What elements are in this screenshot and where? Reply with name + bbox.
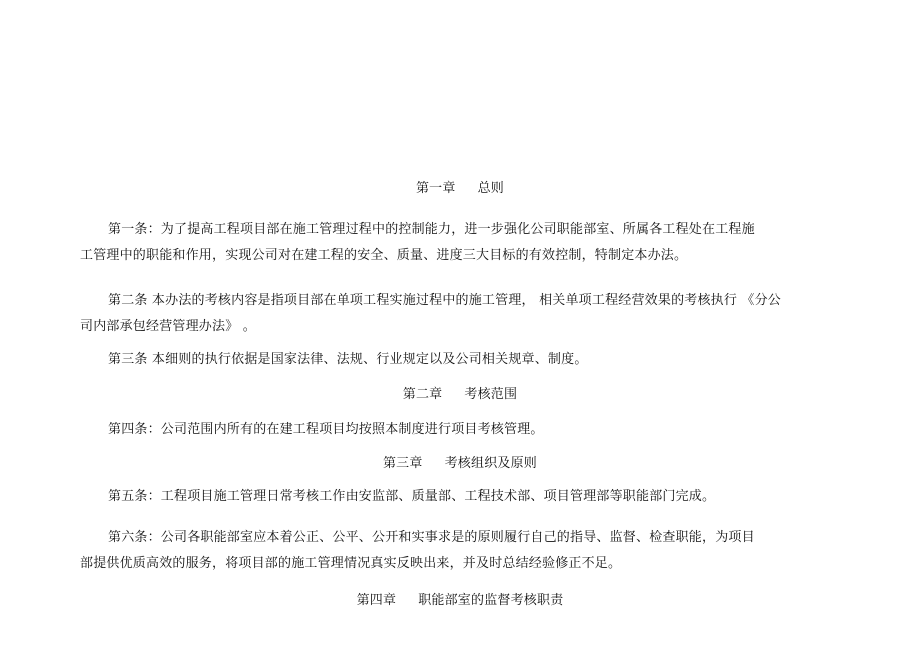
article-6-line-1: 第六条：公司各职能部室应本着公正、公平、公开和实事求是的原则履行自己的指导、监督、检查职能，为项目 <box>108 530 755 545</box>
chapter-number: 第二章 <box>402 387 443 402</box>
chapter-title: 职能部室的监督考核职责 <box>418 593 564 608</box>
chapter-title: 考核组织及原则 <box>444 456 537 471</box>
chapter-1-heading <box>0 181 920 197</box>
article-2-line-2: 司内部承包经营管理办法》 。 <box>80 319 256 334</box>
chapter-3-heading <box>0 456 920 472</box>
chapter-number: 第一章 <box>415 181 456 196</box>
article-1-line-2: 工管理中的职能和作用，实现公司对在建工程的安全、质量、进度三大目标的有效控制，特制定本办法。 <box>80 248 688 263</box>
chapter-title: 考核范围 <box>464 387 518 402</box>
chapter-number: 第三章 <box>382 456 423 471</box>
chapter-4-heading <box>0 593 920 609</box>
chapter-number: 第四章 <box>356 593 397 608</box>
chapter-title: 总则 <box>477 181 504 196</box>
article-6-line-2: 部提供优质高效的服务，将项目部的施工管理情况真实反映出来，并及时总结经验修正不足。 <box>80 556 622 571</box>
article-1-line-1: 第一条：为了提高工程项目部在施工管理过程中的控制能力，进一步强化公司职能部室、所属各工程处在工程施 <box>108 222 755 237</box>
chapter-2-heading <box>0 387 920 403</box>
article-5-line-1: 第五条：工程项目施工管理日常考核工作由安监部、质量部、工程技术部、项目管理部等职能部门完成。 <box>108 489 716 504</box>
article-4-line-1: 第四条：公司范围内所有的在建工程项目均按照本制度进行项目考核管理。 <box>108 422 544 437</box>
article-3-line-1: 第三条 本细则的执行依据是国家法律、法规、行业规定以及公司相关规章、制度。 <box>108 352 588 367</box>
article-2-line-1: 第二条 本办法的考核内容是指项目部在单项工程实施过程中的施工管理， 相关单项工程经营效果的考核执行 《分公 <box>108 293 781 308</box>
